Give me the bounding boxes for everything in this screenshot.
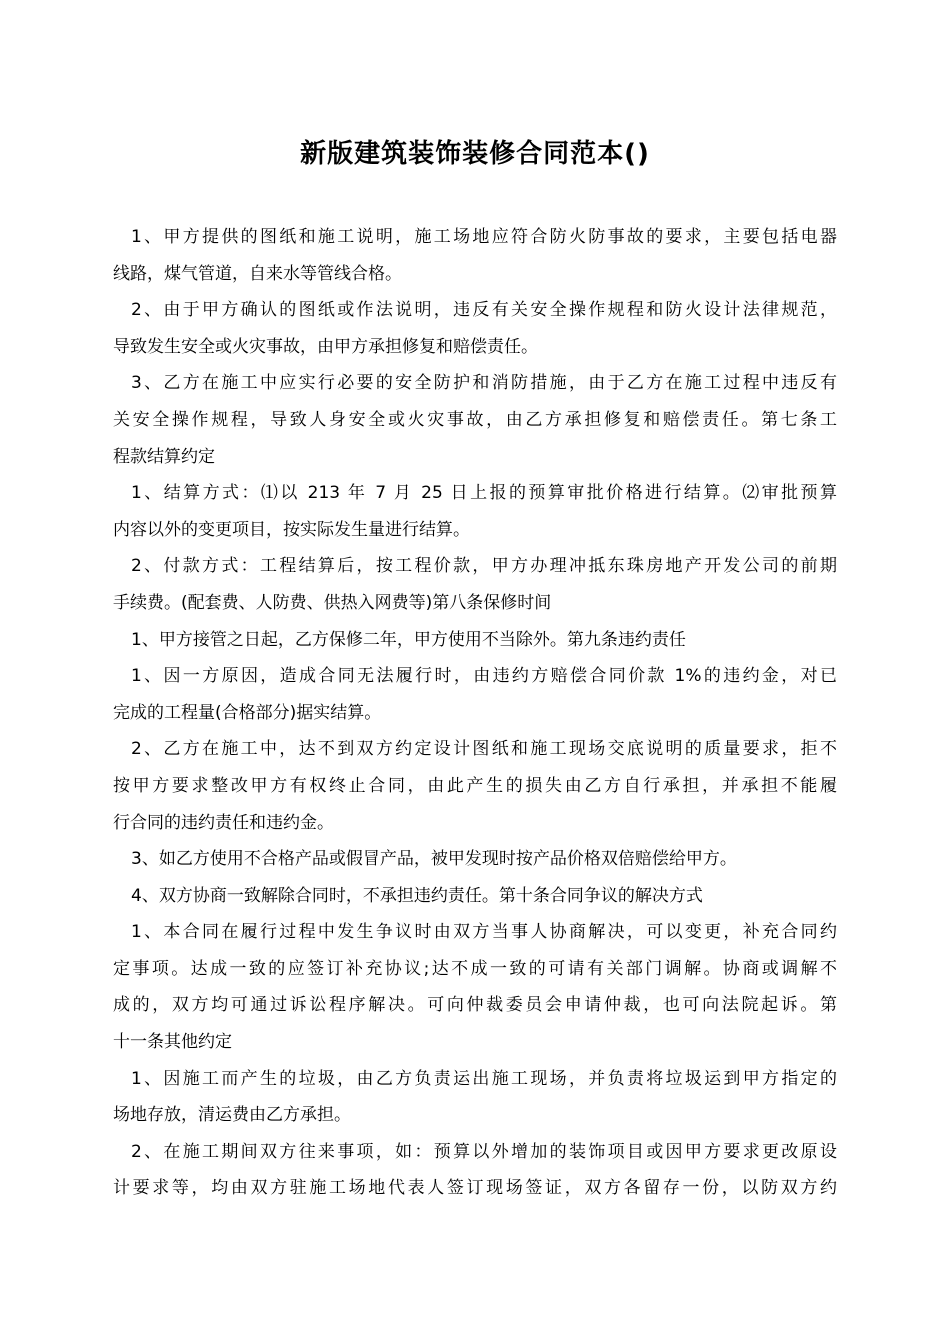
text-line: 按甲方要求整改甲方有权终止合同，由此产生的损失由乙方自行承担，并承担不能履 bbox=[113, 775, 837, 796]
text-line: 3、乙方在施工中应实行必要的安全防护和消防措施，由于乙方在施工过程中违反有 bbox=[131, 373, 837, 394]
text-line: 定事项。达成一致的应签订补充协议;达不成一致的可请有关部门调解。协商或调解不 bbox=[113, 958, 837, 979]
text-line: 行合同的违约责任和违约金。 bbox=[113, 812, 334, 833]
document-title: 新版建筑装饰装修合同范本() bbox=[300, 139, 650, 169]
text-line: 2、乙方在施工中，达不到双方约定设计图纸和施工现场交底说明的质量要求，拒不 bbox=[131, 739, 837, 760]
text-line: 1、甲方接管之日起，乙方保修二年，甲方使用不当除外。第九条违约责任 bbox=[131, 629, 686, 650]
text-line: 关安全操作规程，导致人身安全或火灾事故，由乙方承担修复和赔偿责任。第七条工 bbox=[113, 409, 837, 430]
text-line: 2、由于甲方确认的图纸或作法说明，违反有关安全操作规程和防火设计法律规范， bbox=[131, 300, 837, 321]
text-line: 手续费。(配套费、人防费、供热入网费等)第八条保修时间 bbox=[113, 592, 552, 613]
text-line: 1、甲方提供的图纸和施工说明，施工场地应符合防火防事故的要求，主要包括电器 bbox=[131, 227, 837, 247]
text-line: 完成的工程量(合格部分)据实结算。 bbox=[113, 702, 382, 723]
text-line: 1、结算方式：⑴以 213 年 7 月 25 日上报的预算审批价格进行结算。⑵审批预算 bbox=[131, 483, 837, 504]
text-line: 内容以外的变更项目，按实际发生量进行结算。 bbox=[113, 519, 470, 540]
text-line: 1、因施工而产生的垃圾，由乙方负责运出施工现场，并负责将垃圾运到甲方指定的 bbox=[131, 1068, 837, 1089]
text-line: 计要求等，均由双方驻施工场地代表人签订现场签证，双方各留存一份，以防双方约 bbox=[113, 1178, 837, 1199]
text-line: 导致发生安全或火灾事故，由甲方承担修复和赔偿责任。 bbox=[113, 336, 538, 357]
text-line: 2、在施工期间双方往来事项，如：预算以外增加的装饰项目或因甲方要求更改原设 bbox=[131, 1141, 837, 1162]
text-line: 成的，双方均可通过诉讼程序解决。可向仲裁委员会申请仲裁，也可向法院起诉。第 bbox=[113, 995, 837, 1016]
text-line: 场地存放，清运费由乙方承担。 bbox=[113, 1105, 351, 1126]
text-line: 2、付款方式：工程结算后，按工程价款，甲方办理冲抵东珠房地产开发公司的前期 bbox=[131, 556, 837, 577]
text-line: 1、本合同在履行过程中发生争议时由双方当事人协商解决，可以变更，补充合同约 bbox=[131, 922, 837, 943]
text-line: 程款结算约定 bbox=[113, 446, 215, 467]
document-body bbox=[113, 219, 837, 1207]
text-line: 线路，煤气管道，自来水等管线合格。 bbox=[113, 263, 402, 284]
text-line: 3、如乙方使用不合格产品或假冒产品，被甲发现时按产品价格双倍赔偿给甲方。 bbox=[131, 849, 737, 870]
text-line: 1、因一方原因，造成合同无法履行时，由违约方赔偿合同价款 1%的违约金，对已 bbox=[131, 666, 837, 687]
text-line: 十一条其他约定 bbox=[113, 1032, 232, 1053]
text-line: 4、双方协商一致解除合同时，不承担违约责任。第十条合同争议的解决方式 bbox=[131, 885, 703, 906]
